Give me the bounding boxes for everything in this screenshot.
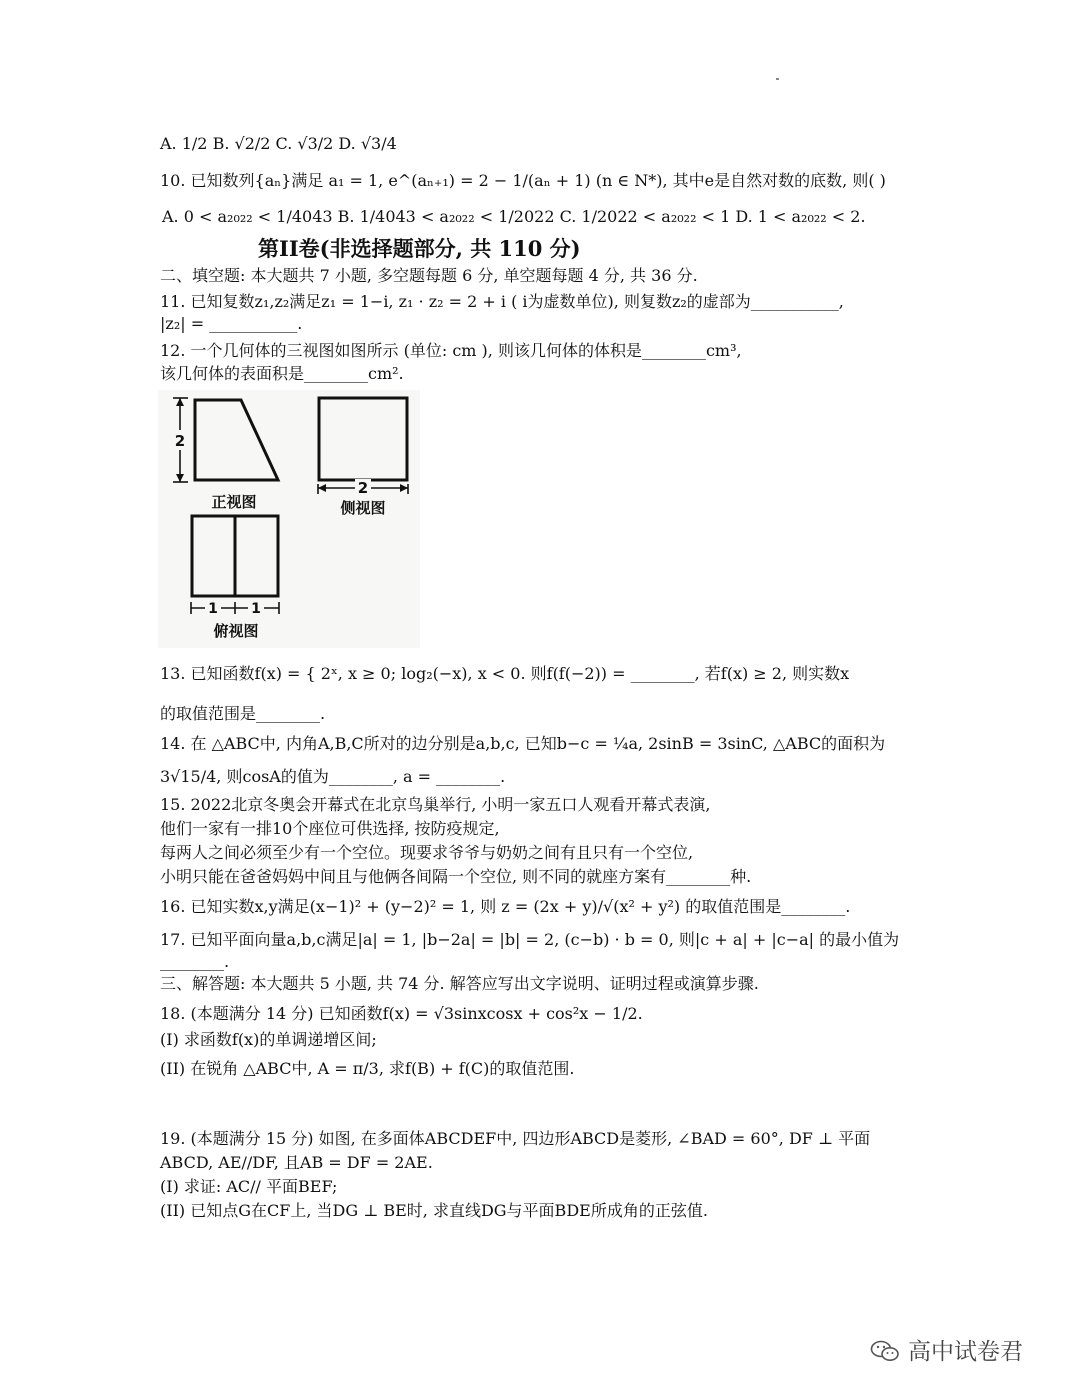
q19-line4: (II) 已知点G在CF上, 当DG ⊥ BE时, 求直线DG与平面BDE所成角的正弦值. bbox=[160, 1201, 708, 1220]
q13-line2: 的取值范围是________. bbox=[160, 704, 326, 723]
label-top-view: 俯视图 bbox=[213, 622, 259, 640]
q14-line1: 14. 在 △ABC中, 内角A,B,C所对的边分别是a,b,c, 已知b−c = ¼a, 2sinB = 3sinC, △ABC的面积为 bbox=[160, 734, 886, 753]
section3-heading: 三、解答题: 本大题共 5 小题, 共 74 分. 解答应写出文字说明、证明过程或演算步骤. bbox=[160, 974, 759, 993]
q15-line1: 15. 2022北京冬奥会开幕式在北京鸟巢举行, 小明一家五口人观看开幕式表演, bbox=[160, 795, 711, 814]
dim-top-right: 1 bbox=[251, 601, 261, 617]
side-view-square bbox=[319, 398, 407, 480]
dim-top-left: 1 bbox=[208, 601, 218, 617]
q11-line1: 11. 已知复数z₁,z₂满足z₁ = 1−i, z₁ · z₂ = 2 + i ( i为虚数单位), 则复数z₂的虚部为___________, bbox=[160, 292, 844, 311]
q17-line1: 17. 已知平面向量a,b,c满足|a| = 1, |b−2a| = |b| = 2, (c−b) · b = 0, 则|c + a| + |c−a| 的最小值为 bbox=[160, 930, 900, 949]
q9-options: A. 1/2 B. √2/2 C. √3/2 D. √3/4 bbox=[160, 134, 397, 153]
q14-line2: 3√15/4, 则cosA的值为________, a = ________. bbox=[160, 767, 506, 786]
q18-line1: 18. (本题满分 14 分) 已知函数f(x) = √3sinxcosx + cos²x − 1/2. bbox=[160, 1004, 643, 1023]
q19-line3: (I) 求证: AC// 平面BEF; bbox=[160, 1177, 338, 1196]
q11-line2: |z₂| = ___________. bbox=[160, 314, 303, 333]
dim-side: 2 bbox=[357, 479, 369, 497]
q18-line2: (I) 求函数f(x)的单调递增区间; bbox=[160, 1030, 377, 1049]
q10-options: A. 0 < a₂₀₂₂ < 1/4043 B. 1/4043 < a₂₀₂₂ < 1/2022 C. 1/2022 < a₂₀₂₂ < 1 D. 1 < a₂₀₂₂ < 2. bbox=[162, 207, 866, 226]
q10-stem: 10. 已知数列{aₙ}满足 a₁ = 1, e^(aₙ₊₁) = 2 − 1/(aₙ + 1) (n ∈ N*), 其中e是自然对数的底数, 则( ) bbox=[160, 171, 886, 190]
speck bbox=[776, 78, 779, 80]
label-front-view: 正视图 bbox=[211, 493, 257, 511]
q12-line1: 12. 一个几何体的三视图如图所示 (单位: cm ), 则该几何体的体积是________cm³, bbox=[160, 341, 742, 360]
q19-line1: 19. (本题满分 15 分) 如图, 在多面体ABCDEF中, 四边形ABCD是菱形, ∠BAD = 60°, DF ⊥ 平面 bbox=[160, 1129, 871, 1148]
watermark-text: 高中试卷君 bbox=[908, 1339, 1023, 1365]
watermark bbox=[870, 1333, 1023, 1366]
part2-title: 第II卷(非选择题部分, 共 110 分) bbox=[258, 236, 581, 261]
q16: 16. 已知实数x,y满足(x−1)² + (y−2)² = 1, 则 z = (2x + y)/√(x² + y²) 的取值范围是________. bbox=[160, 897, 851, 916]
q12-line2: 该几何体的表面积是________cm². bbox=[160, 364, 404, 383]
section2-heading: 二、填空题: 本大题共 7 小题, 多空题每题 6 分, 单空题每题 4 分, 共 36 分. bbox=[160, 266, 698, 285]
q13-line1: 13. 已知函数f(x) = { 2ˣ, x ≥ 0; log₂(−x), x < 0. 则f(f(−2)) = ________, 若f(x) ≥ 2, 则实数x bbox=[160, 664, 850, 683]
q19-line2: ABCD, AE//DF, 且AB = DF = 2AE. bbox=[160, 1153, 433, 1172]
label-side-view: 侧视图 bbox=[340, 499, 386, 517]
q15-line2: 他们一家有一排10个座位可供选择, 按防疫规定, bbox=[160, 819, 500, 838]
q15-line4: 小明只能在爸爸妈妈中间且与他俩各间隔一个空位, 则不同的就座方案有________种. bbox=[160, 867, 752, 886]
q17-line2: ________. bbox=[160, 952, 230, 971]
front-view-trapezoid bbox=[195, 400, 278, 480]
q18-line3: (II) 在锐角 △ABC中, A = π/3, 求f(B) + f(C)的取值范围. bbox=[160, 1059, 575, 1078]
q15-line3: 每两人之间必须至少有一个空位。现要求爷爷与奶奶之间有且只有一个空位, bbox=[160, 843, 694, 862]
three-view-figure bbox=[158, 390, 420, 648]
wechat-icon bbox=[870, 1339, 900, 1363]
dim-front: 2 bbox=[174, 432, 186, 450]
